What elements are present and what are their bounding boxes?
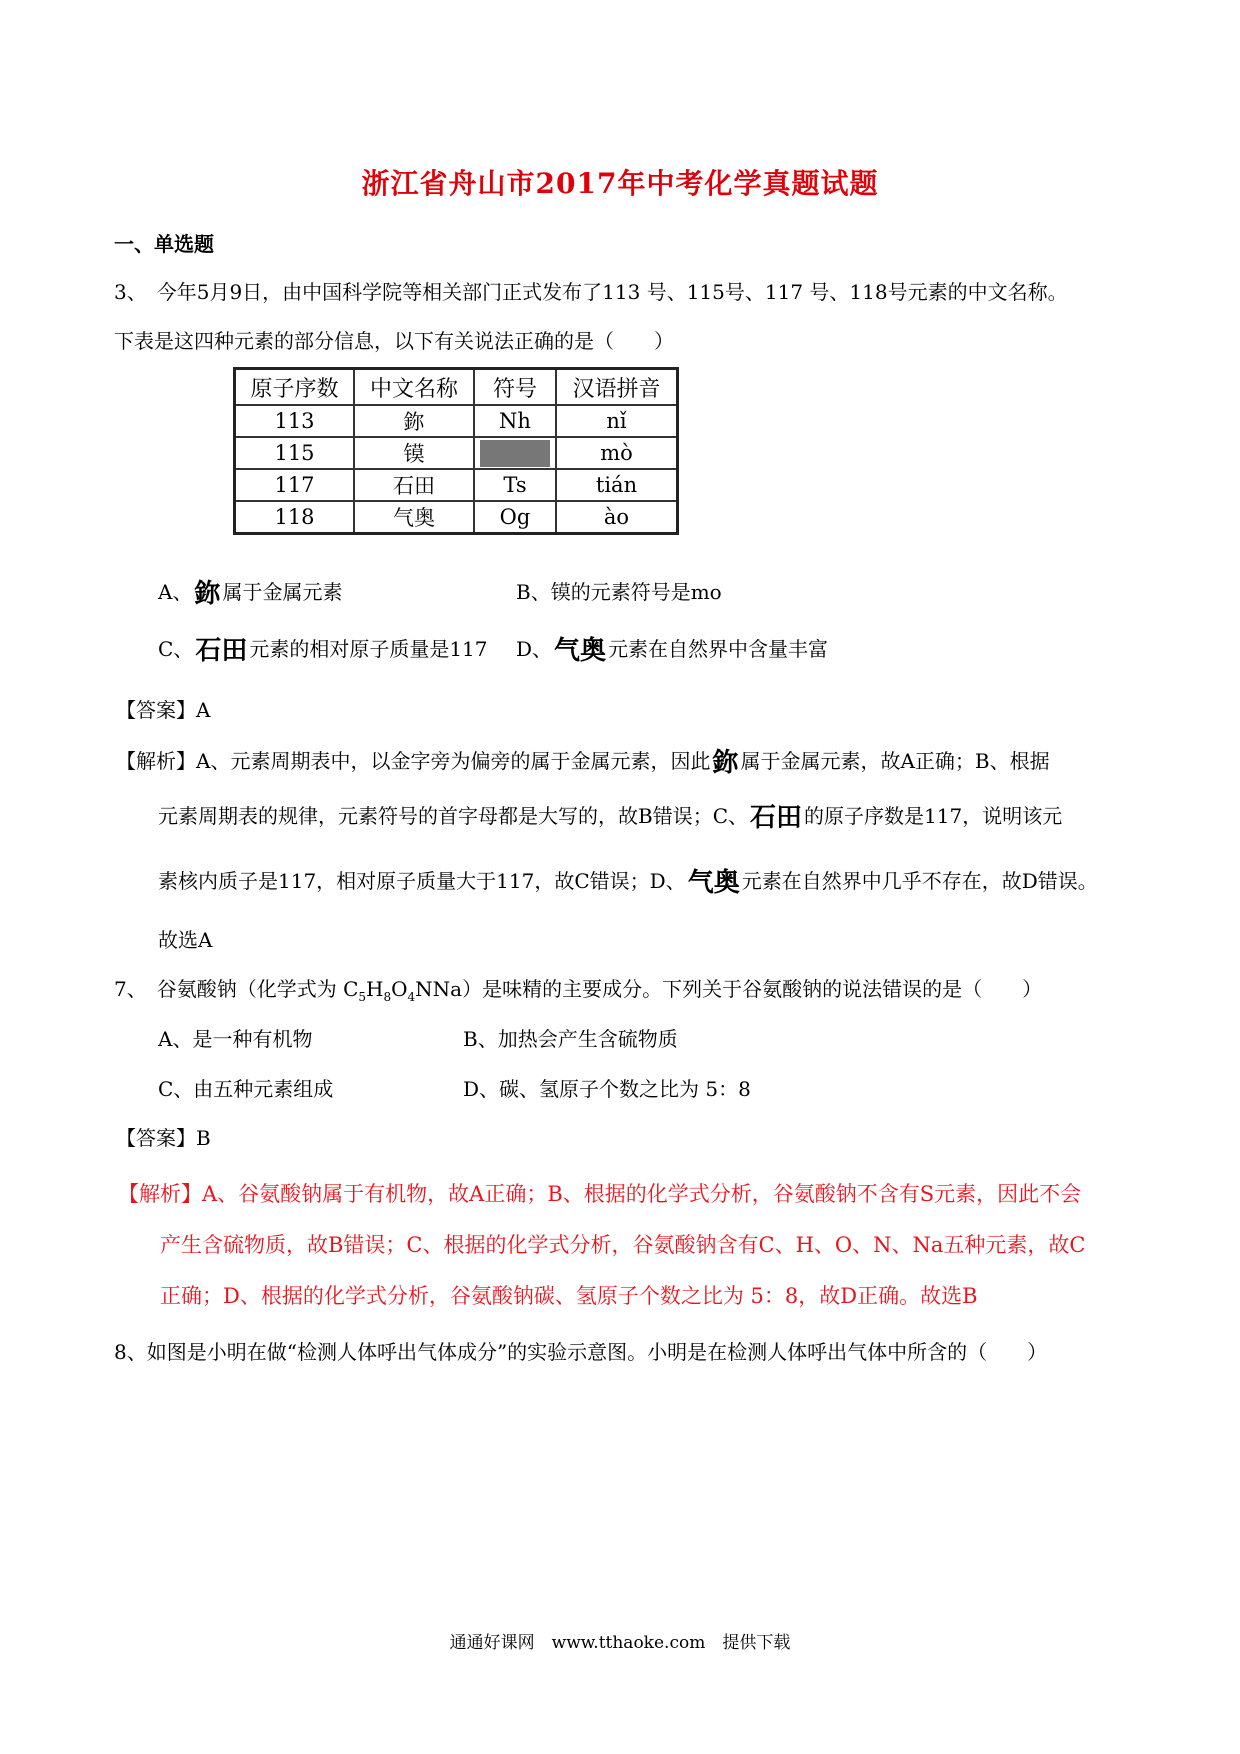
q3-option-c <box>158 630 488 667</box>
q7-analysis-line2: 产生含硫物质，故B错误；C、根据的化学式分析，谷氨酸钠含有C、H、O、N、Na五种元素，故C <box>160 1233 1086 1257</box>
cell-number: 118 <box>235 501 355 534</box>
cell-pinyin: tián <box>556 469 678 501</box>
q7-option-a: A、是一种有机物 <box>158 1027 313 1051</box>
header-chinese-name: 中文名称 <box>354 369 474 406</box>
header-symbol: 符号 <box>474 369 556 406</box>
q3-analysis-line2 <box>158 797 1062 834</box>
q7-option-d: D、碳、氢原子个数之比为 5：8 <box>463 1077 751 1101</box>
cell-name: 石田 <box>354 469 474 501</box>
q3-analysis-line1 <box>116 742 1050 779</box>
table-row <box>235 437 678 469</box>
page-footer: 通通好课网 www.tthaoke.com 提供下载 <box>449 1633 791 1653</box>
q7-stem-text: NNa）是味精的主要成分。下列关于谷氨酸钠的说法错误的是（ ） <box>415 977 1043 1001</box>
analysis-text: 属于金属元素，故A正确；B、根据 <box>740 749 1050 773</box>
option-a-prefix: A、 <box>158 580 193 604</box>
q3-analysis-line4: 故选A <box>158 928 213 952</box>
table-row <box>235 405 678 437</box>
q3-analysis-line3 <box>158 862 1098 899</box>
q7-stem-text: 7、 谷氨酸钠（化学式为 C <box>114 977 359 1001</box>
table-header-row <box>235 369 678 406</box>
subscript: 8 <box>383 990 392 1004</box>
q3-option-d <box>516 630 828 667</box>
element-glyph-118: 气奥 <box>687 868 740 898</box>
q3-stem-line1: 3、 今年5月9日，由中国科学院等相关部门正式发布了113 号、115号、117 号、118号元素的中文名称。 <box>114 280 1068 304</box>
analysis-text: 素核内质子是117，相对原子质量大于117，故C错误；D、 <box>158 869 686 893</box>
option-a-text: 属于金属元素 <box>222 580 343 604</box>
option-c-text: 元素的相对原子质量是117 <box>249 637 488 661</box>
element-glyph-113: 鉨 <box>712 748 739 778</box>
element-glyph-113: 鉨 <box>194 579 221 609</box>
cell-pinyin: ào <box>556 501 678 534</box>
table-row <box>235 501 678 534</box>
analysis-text: 【解析】A、元素周期表中，以金字旁为偏旁的属于金属元素，因此 <box>116 749 711 773</box>
header-pinyin: 汉语拼音 <box>556 369 678 406</box>
cell-name: 鉨 <box>354 405 474 437</box>
cell-symbol: Ts <box>474 469 556 501</box>
element-glyph-117: 石田 <box>750 803 803 833</box>
q7-option-b: B、加热会产生含硫物质 <box>463 1027 678 1051</box>
q3-answer: 【答案】A <box>116 698 211 722</box>
q3-stem-line2: 下表是这四种元素的部分信息，以下有关说法正确的是（ ） <box>114 329 674 353</box>
table-row <box>235 469 678 501</box>
redacted-symbol-block <box>480 440 550 467</box>
cell-symbol-blank <box>474 437 556 469</box>
element-table <box>233 367 679 535</box>
cell-pinyin: mò <box>556 437 678 469</box>
cell-symbol: Nh <box>474 405 556 437</box>
q7-analysis-line3: 正确；D、根据的化学式分析，谷氨酸钠碳、氢原子个数之比为 5：8，故D正确。故选B <box>160 1284 978 1308</box>
option-d-text: 元素在自然界中含量丰富 <box>608 637 829 661</box>
option-c-prefix: C、 <box>158 637 194 661</box>
element-glyph-117: 石田 <box>195 636 248 666</box>
option-d-prefix: D、 <box>516 637 553 661</box>
q7-formula-h: H <box>366 977 384 1001</box>
analysis-text: 的原子序数是117，说明该元 <box>804 804 1063 828</box>
header-atomic-number: 原子序数 <box>235 369 355 406</box>
cell-number: 117 <box>235 469 355 501</box>
cell-number: 113 <box>235 405 355 437</box>
q7-analysis-line1: 【解析】A、谷氨酸钠属于有机物，故A正确；B、根据的化学式分析，谷氨酸钠不含有S元素，因此不会 <box>118 1182 1082 1206</box>
section-heading: 一、单选题 <box>114 232 214 256</box>
analysis-text: 元素在自然界中几乎不存在，故D错误。 <box>741 869 1098 893</box>
q7-formula-o: O <box>391 977 408 1001</box>
analysis-text: 元素周期表的规律，元素符号的首字母都是大写的，故B错误；C、 <box>158 804 748 828</box>
cell-symbol: Og <box>474 501 556 534</box>
q3-option-a <box>158 573 342 610</box>
q3-option-b: B、镆的元素符号是mo <box>516 580 722 604</box>
cell-name: 镆 <box>354 437 474 469</box>
q7-answer: 【答案】B <box>116 1126 211 1150</box>
cell-pinyin: nǐ <box>556 405 678 437</box>
element-glyph-118: 气奥 <box>554 636 607 666</box>
q7-stem <box>114 973 1042 1004</box>
cell-number: 115 <box>235 437 355 469</box>
q8-stem: 8、如图是小明在做“检测人体呼出气体成分”的实验示意图。小明是在检测人体呼出气体中所含的（ ） <box>114 1340 1048 1364</box>
q7-option-c: C、由五种元素组成 <box>158 1077 334 1101</box>
cell-name: 气奥 <box>354 501 474 534</box>
subscript: 4 <box>407 990 416 1004</box>
subscript: 5 <box>358 990 367 1004</box>
page-title: 浙江省舟山市2017年中考化学真题试题 <box>361 167 879 200</box>
